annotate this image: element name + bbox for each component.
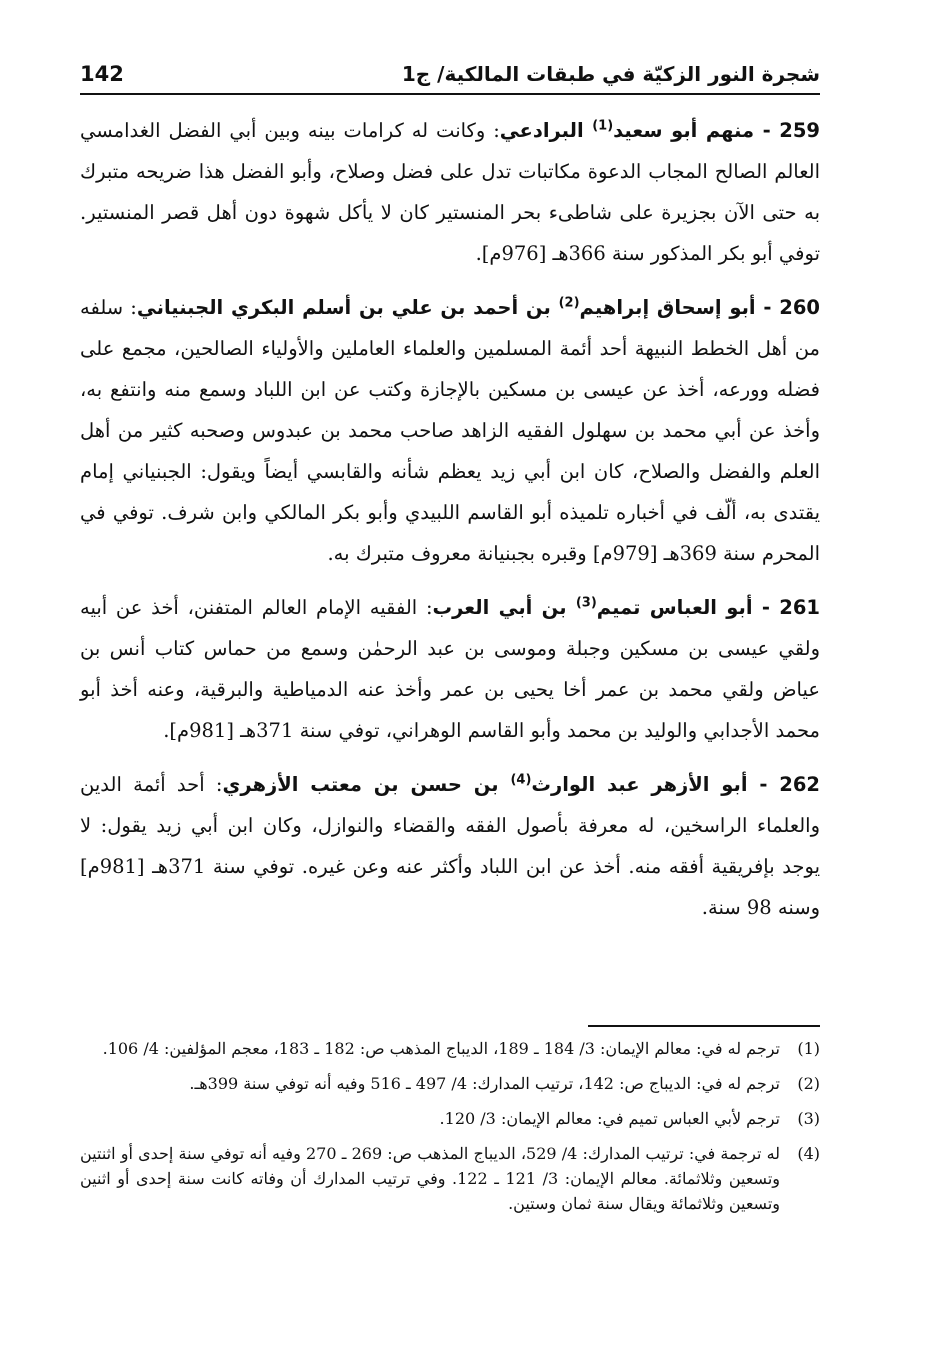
footnote-4: [80, 1141, 820, 1216]
footnote-3: [80, 1106, 820, 1131]
footnote-text: ترجم له في: معالم الإيمان: 3/ 184 ـ 189، الديباج المذهب ص: 182 ـ 183، معجم المؤلفين: 4/ 106.: [102, 1039, 780, 1058]
footnote-text: ترجم لأبي العباس تميم في: معالم الإيمان: 3/ 120.: [439, 1109, 780, 1128]
entry-heading: 260 - أبو إسحاق إبراهيم$^{(2)}$ بن أحمد بن علي بن أسلم البكري الجبنياني: [136, 295, 820, 319]
entry-heading: 261 - أبو العباس تميم$^{(3)}$ بن أبي العرب: [432, 595, 820, 619]
entry-text: : الفقيه الإمام العالم المتفنن، أخذ عن أبيه ولقي عيسى بن مسكين وجبلة وموسى بن عبد الرحمٰن وسمع من حماس كتاب أنس بن عياض ولقي محمد بن عمر أخا يحيى بن عمر وأخذ عنه الدمياطية والبرقية، وعنه أخذ أبو محمد الأجدابي والوليد بن محمد وأبو القاسم الوهراني، توفي سنة 371هـ [981م].: [80, 596, 820, 742]
footnote-text: له ترجمة في: ترتيب المدارك: 4/ 529، الديباج المذهب ص: 269 ـ 270 وفيه أنه توفي سنة إحدى أو اثنتين وتسعين وثلاثمائة. معالم الإيمان: 3/ 121 ـ 122. وفي ترتيب المدارك أن وفاته كانت سنة إحدى أو اثنين وتسعين وثلاثمائة ويقال سنة ثمان وستين.: [80, 1144, 781, 1213]
biography-entry-260: [80, 287, 820, 574]
entry-text: : سلفه من أهل الخطط النبيهة أحد أئمة المسلمين والعلماء العاملين والأولياء الصالحين، مجمع على فضله وورعه، أخذ عن عيسى بن مسكين بالإجازة وكتب عن ابن اللباد وسمع منه وانتفع به، وأخذ عن أبي محمد بن سهلول الفقيه الزاهد صاحب محمد بن عبدوس وصحبه كثير من أهل العلم والفضل والصلاح، كان ابن أبي زيد يعظم شأنه والقابسي أيضاً ويقول: الجبنياني إمام يقتدى به، ألّف في أخباره تلميذه أبو القاسم اللبيدي وأبو بكر المالكي وابن شرف. توفي في المحرم سنة 369هـ [979م] وقبره بجبنيانة معروف متبرك به.: [80, 296, 820, 565]
biography-entry-259: [80, 110, 820, 274]
footnote-reference[interactable]: (1): [592, 118, 614, 134]
entry-text: : وكانت له كرامات بينه وبين أبي الفضل الغدامسي العالم الصالح المجاب الدعوة مكاتبات تدل على فضل وصلاح، وأبو الفضل هذا ضريحه متبرك به حتى الآن بجزيرة على شاطىء بحر المنستير كان لا يأكل شهوة دون أهل قصر المنستير. توفي أبو بكر المذكور سنة 366هـ [976م].: [80, 119, 820, 265]
page-header: [80, 50, 820, 90]
footnote-reference[interactable]: (3): [575, 595, 597, 611]
footnote-reference[interactable]: (2): [558, 295, 580, 311]
entry-text: : أحد أئمة الدين والعلماء الراسخين، له معرفة بأصول الفقه والقضاء والنوازل، وكان ابن أبي زيد يقول: لا يوجد بإفريقية أفقه منه. أخذ عن ابن اللباد وأكثر عنه وعن غيره. توفي سنة 371هـ [981م] وسنه 98 سنة.: [80, 773, 820, 919]
footnote-2: [80, 1071, 820, 1096]
biography-entry-262: [80, 764, 820, 928]
main-text: [80, 110, 820, 1000]
running-title: شجرة النور الزكيّة في طبقات المالكية/ ج1: [401, 62, 820, 86]
footnote-number: (2): [797, 1074, 820, 1093]
footnote-number: (4): [797, 1144, 820, 1163]
footnotes: [80, 1036, 820, 1226]
biography-entry-261: [80, 587, 820, 751]
entry-heading: 262 - أبو الأزهر عبد الوارث$^{(4)}$ بن حسن بن معتب الأزهري: [222, 772, 820, 796]
entry-heading: 259 - منهم أبو سعيد$^{(1)}$ البرادعي: [499, 118, 820, 142]
header-divider: [80, 93, 820, 95]
footnote-text: ترجم له في: الديباج ص: 142، ترتيب المدارك: 4/ 497 ـ 516 وفيه أنه توفي سنة 399هـ.: [189, 1074, 780, 1093]
footnote-number: (1): [797, 1039, 820, 1058]
footnote-reference[interactable]: (4): [510, 772, 532, 788]
page-number: 142: [80, 62, 124, 86]
footnote-1: [80, 1036, 820, 1061]
footnote-number: (3): [797, 1109, 820, 1128]
